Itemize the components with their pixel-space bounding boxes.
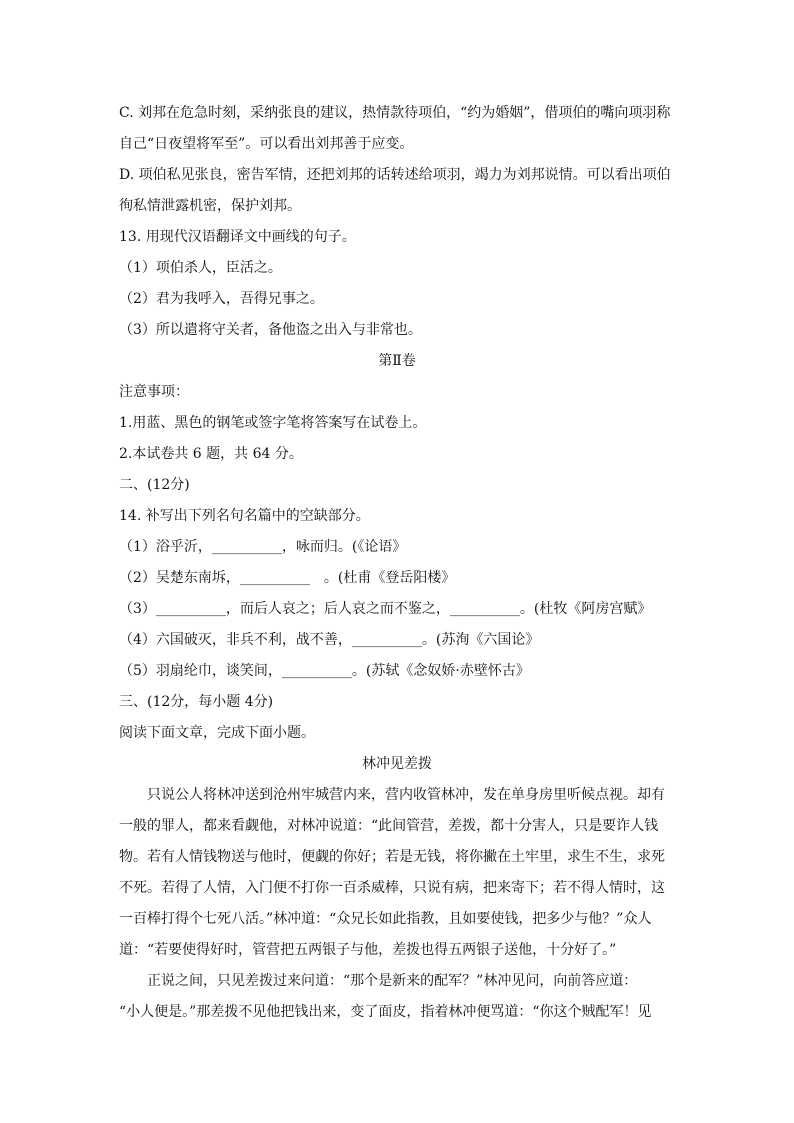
question-13: 13. 用现代汉语翻译文中画线的句子。	[119, 229, 356, 245]
q14-item-5: （5）羽扇纶巾，谈笑间，__________。(苏轼《念奴娇·赤壁怀古》	[119, 663, 530, 679]
section-title-volume-2: 第Ⅱ卷	[378, 353, 416, 369]
passage-line: 物。若有人情钱物送与他时，便觑的你好；若是无钱，将你撇在土牢里，求生不生，求死	[119, 849, 665, 865]
passage-line: 只说公人将林冲送到沧州牢城营内来，营内收管林冲，发在单身房里听候点视。却有	[147, 787, 665, 803]
passage-line: 一百棒打得个七死八活。”林冲道：“众兄长如此指教，且如要使钱，把多少与他？”众人	[119, 911, 652, 927]
note-1: 1.用蓝、黑色的钢笔或签字笔将答案写在试卷上。	[119, 415, 427, 431]
q13-item-3: （3）所以遣将守关者，备他盗之出入与非常也。	[119, 322, 422, 338]
passage-line: 一般的罪人，都来看觑他，对林冲说道：“此间管营，差拨，都十分害人，只是要诈人钱	[119, 818, 659, 834]
option-c-line-2: 自己“日夜望将军至”。可以看出刘邦善于应变。	[119, 136, 414, 152]
option-d-line-1: D. 项伯私见张良，密告军情，还把刘邦的话转述给项羽，竭力为刘邦说情。可以看出项伯	[119, 167, 671, 183]
reading-instruction: 阅读下面文章，完成下面小题。	[119, 725, 315, 741]
q14-item-2: （2）吴楚东南坼，__________ 。(杜甫《登岳阳楼》	[119, 570, 456, 586]
q13-item-1: （1）项伯杀人，臣活之。	[119, 260, 282, 276]
passage-title: 林冲见差拨	[362, 756, 432, 772]
note-2: 2.本试卷共 6 题，共 64 分。	[119, 446, 303, 462]
option-d-line-2: 徇私情泄露机密，保护刘邦。	[119, 198, 301, 214]
notes-heading: 注意事项：	[119, 384, 189, 400]
q14-item-4: （4）六国破灭，非兵不利，战不善，__________。(苏洵《六国论》	[119, 632, 540, 648]
q13-item-2: （2）君为我呼入，吾得兄事之。	[119, 291, 324, 307]
option-c-line-1: C. 刘邦在危急时刻，采纳张良的建议，热情款待项伯，“约为婚姻”，借项伯的嘴向项羽称	[119, 105, 671, 121]
passage-line: 不死。若得了人情，入门便不打你一百杀威棒，只说有病，把来寄下；若不得人情时，这	[119, 880, 665, 896]
q14-item-3: （3）__________，而后人哀之；后人哀之而不鉴之，__________。(杜牧《阿房宫赋》	[119, 601, 652, 617]
q14-item-1: （1）浴乎沂，__________，咏而归。(《论语》	[119, 539, 407, 555]
passage-line: 正说之间，只见差拨过来问道：“那个是新来的配军？”林冲见问，向前答应道：	[147, 973, 638, 989]
question-14: 14. 补写出下列名句名篇中的空缺部分。	[119, 508, 370, 524]
passage-line: 道：“若要使得好时，管营把五两银子与他，差拨也得五两银子送他，十分好了。”	[119, 942, 617, 958]
part-3-heading: 三、(12分，每小题 4分)	[119, 694, 274, 710]
part-2-heading: 二、(12分)	[119, 477, 190, 493]
passage-line: “小人便是。”那差拨不见他把钱出来，变了面皮，指着林冲便骂道：“你这个贼配军！见	[119, 1004, 652, 1020]
